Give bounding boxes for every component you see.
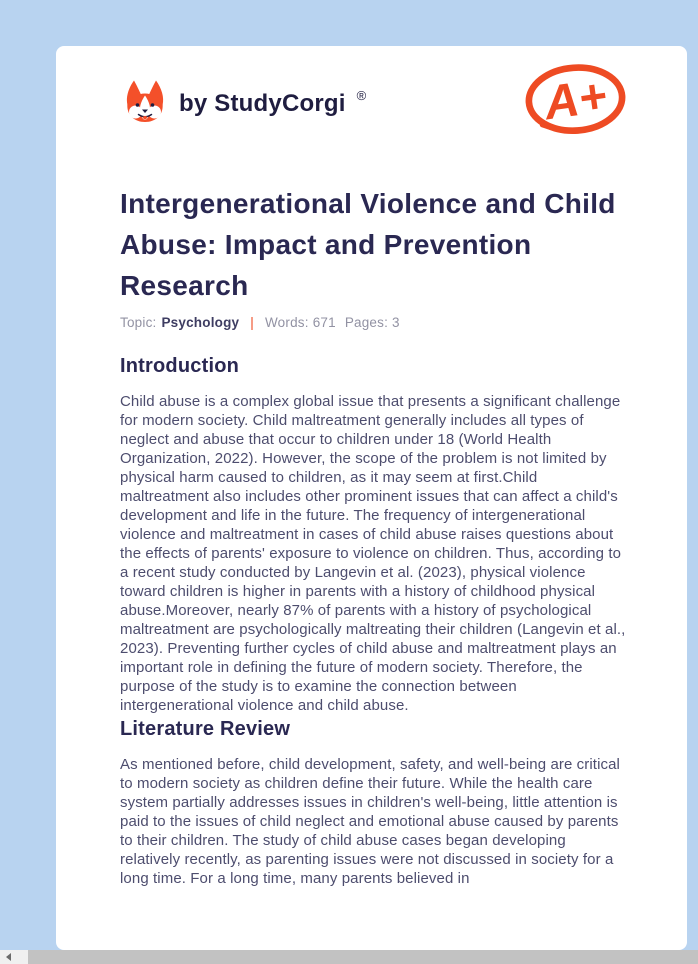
horizontal-scrollbar[interactable] [0, 950, 698, 964]
article [120, 183, 629, 888]
document-card [56, 46, 687, 950]
studycorgi-logo[interactable] [120, 78, 366, 130]
topic-link[interactable]: Psychology [161, 315, 240, 330]
pages-value: 3 [392, 315, 400, 330]
section-body-introduction: Child abuse is a complex global issue that presents a significant challenge for modern society. Child maltreatment generally includes all types of neglect and abuse that occur to children under 18 (World Health Organization, 2022). However, the scope of the problem is not limited by physical harm caused to children, as it may seem at first.Child maltreatment also includes other prominent issues that can affect a child's development and life in the future. The frequency of intergenerational violence and maltreatment in cases of child abuse raises questions about the effects of parents' exposure to violence on children. Thus, according to a recent study conducted by Langevin et al. (2023), physical violence toward children is higher in parents with a history of childhood physical abuse.Moreover, nearly 87% of parents with a history of psychological maltreatment are psychologically maltreating their children (Langevin et al., 2023). Preventing further cycles of child abuse and maltreatment plays an important role in defining the future of modern society. Therefore, the purpose of the study is to examine the connection between intergenerational violence and child abuse. [120, 393, 626, 714]
a-plus-badge [522, 62, 629, 142]
section-body-literature-review: As mentioned before, child development, safety, and well-being are critical to modern society as children define their future. While the health care system partially addresses issues in children's well-being, little attention is paid to the issues of child neglect and emotional abuse caused by parents to their children. The study of child abuse cases began developing relatively recently, as parenting issues were not discussed in society for a long time. For a long time, many parents believed in [120, 756, 620, 887]
a-plus-circle-icon [522, 62, 629, 142]
pages-label: Pages: [344, 315, 389, 330]
page-title: Intergenerational Violence and Child Abuse: Impact and Prevention Research [120, 188, 616, 301]
meta-separator: | [250, 315, 254, 330]
scroll-left-arrow-icon [6, 953, 11, 961]
words-label: Words: [264, 315, 309, 330]
scrollbar-thumb[interactable] [28, 950, 698, 964]
section-literature-review [120, 718, 629, 888]
section-heading-introduction: Introduction [120, 355, 240, 377]
header [120, 69, 629, 142]
section-introduction [120, 355, 629, 715]
svg-text:A+: A+ [540, 69, 610, 131]
topic-label: Topic: [120, 315, 157, 330]
article-meta [120, 315, 629, 330]
section-heading-literature-review: Literature Review [120, 718, 291, 740]
scroll-left-button[interactable] [0, 950, 17, 964]
words-value: 671 [312, 315, 336, 330]
brand-text: by StudyCorgi [179, 90, 346, 117]
corgi-icon [120, 78, 170, 130]
registered-trademark: ® [356, 87, 367, 103]
